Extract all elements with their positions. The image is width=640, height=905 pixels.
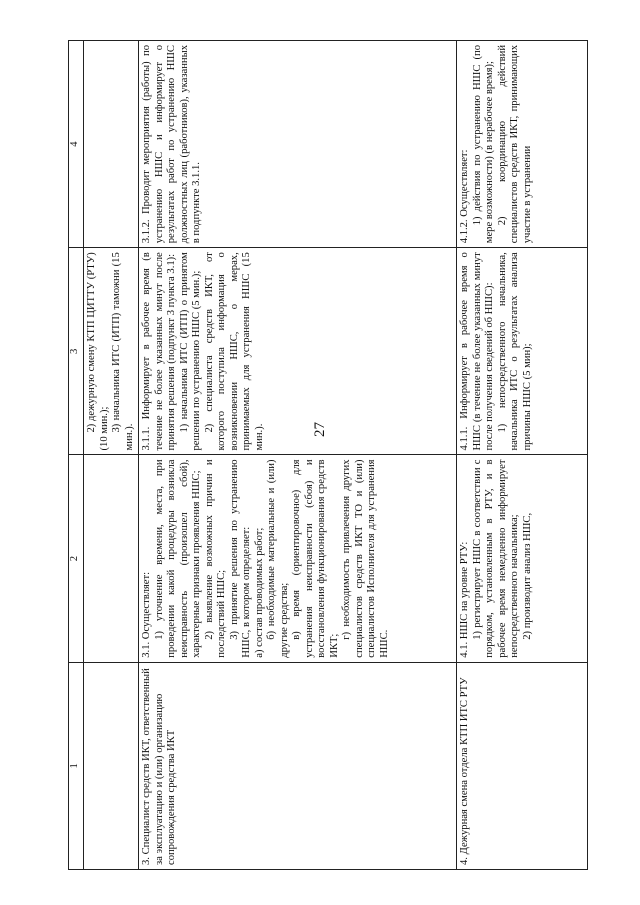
row2-col3-line: 2) специалиста средств ИКТ, от которого поступила информация о возникновении НШС, о мерах, принимаемых для устранения НШС (15 мин.).: [203, 252, 265, 451]
row3-col2-line: 1) регистрирует НШС в соответствии с порядком, установленным в РТУ, и в рабочее время немедленно информирует непосредственного начальника;: [471, 459, 520, 658]
row1-col3-line: 3) начальника ИТС (ИТП) таможни (15 мин.).: [111, 252, 135, 451]
row1-col4: [84, 41, 139, 248]
header-col-3: 3: [69, 248, 84, 455]
row2-col2-line: 2) выявление возможных причин и последствий НШС;: [203, 459, 227, 658]
row3-col2-line: 4.1. НШС на уровне РТУ:: [459, 541, 470, 658]
row2-col4-line: 3.1.2. Проводит мероприятия (работы) по устранению НШС и информирует о результатах работ по устранению НШС должностных лиц (работников), указанных в подпункте 3.1.1.: [141, 45, 202, 244]
row3-col3-line: 1) непосредственного начальника, начальника ИТС о результатах анализа причины НШС (5 мин);: [496, 252, 533, 451]
row3-col4-line: 2) координацию действий специалистов средств ИКТ, принимающих участие в устранении: [496, 45, 533, 244]
row3-col2-line: 2) производит анализ НШС,: [521, 512, 533, 640]
page-number-text: 27: [312, 422, 328, 437]
row1-col2: [84, 455, 139, 662]
row2-col2: [139, 455, 457, 662]
row2-col2-line: а) состав проводимых работ;: [253, 527, 265, 658]
responsibility-table: [68, 40, 588, 870]
table-container: [68, 40, 588, 870]
row3-col1: 4. Дежурная смена отдела КТП ИТС РТУ: [457, 662, 588, 869]
row3-col2: [457, 455, 588, 662]
row3-col3: [457, 248, 588, 455]
header-col-1: 1: [69, 662, 84, 869]
header-row: [69, 41, 84, 870]
header-col-2: 2: [69, 455, 84, 662]
table-row: [457, 41, 588, 870]
row3-col3-line: 4.1.1. Информирует в рабочее время о НШС (в течение не более указанных минут после получения сведений об НШС):: [459, 252, 495, 451]
row2-col2-line: 3) принятие решения по устранению НШС, в котором определяет:: [228, 459, 252, 658]
row1-col3-line: 2) дежурную смену КТП ЦИТТУ (РТУ) (10 мин.);: [86, 252, 110, 451]
row2-col3-line: 1) начальника ИТС (ИТП) о принятом решении по устранению НШС (5 мин.);: [178, 252, 202, 451]
header-col-4: 4: [69, 41, 84, 248]
row3-col4: [457, 41, 588, 248]
row1-col3: [84, 248, 139, 455]
row2-col2-line: 1) уточнение времени, места, при проведении какой процедуры возникла неисправность (произошел сбой), характерные признаки проявления НШС;: [153, 459, 202, 658]
row3-col4-line: 1) действия по устранению НШС (по мере возможности) (в нерабочее время);: [471, 45, 495, 244]
row2-col2-line: г) необходимость привлечения других специалистов средств ИКТ ТО и (или) специалистов Исполнителя для устранения НШС.: [341, 459, 390, 658]
table-row: [84, 41, 139, 870]
row2-col3: [139, 248, 457, 455]
table-row: [139, 41, 457, 870]
row2-col2-line: 3.1. Осуществляет:: [141, 571, 152, 658]
row3-col4-line: 4.1.2. Осуществляет:: [459, 149, 470, 244]
row2-col4: [139, 41, 457, 248]
row2-col3-line: 3.1.1. Информирует в рабочее время (в течение не более указанных минут после принятия решения (подпункт 3 пункта 3.1):: [141, 252, 177, 451]
row2-col2-line: б) необходимые материальные и (или) другие средства;: [266, 459, 290, 658]
row1-col1: [84, 662, 139, 869]
row2-col2-line: в) время (ориентировочное) для устранения неисправности (сбоя) и восстановления функционирования средств ИКТ;: [291, 459, 340, 658]
row2-col1: 3. Специалист средств ИКТ, ответственный за эксплуатацию и (или) организацию сопровождения средства ИКТ: [139, 662, 457, 869]
